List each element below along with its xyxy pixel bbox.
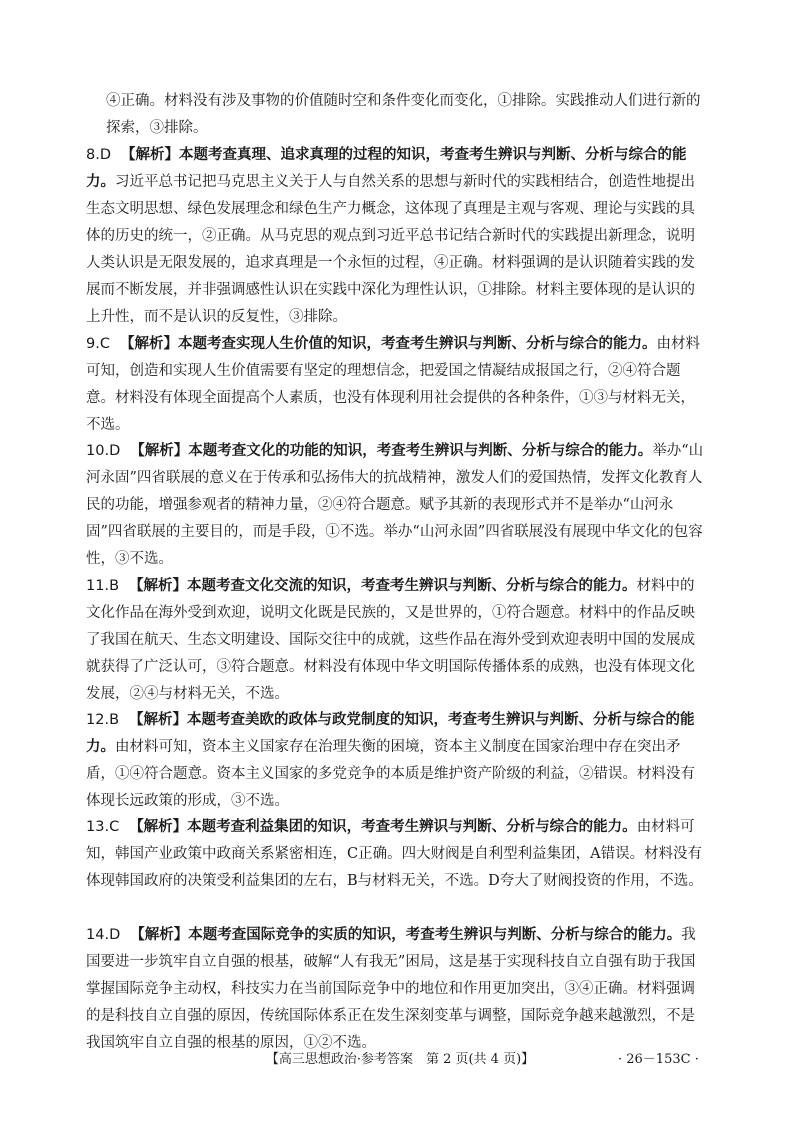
intro-paragraph: ④正确。材料没有涉及事物的价值随时空和条件变化而变化，①排除。实践推动人们进行新的探索，③排除。 <box>106 93 701 136</box>
page-footer-code: · 26－153C · <box>618 1052 699 1067</box>
question-lead: 【解析】本题考查美欧的政体与政党制度的知识，考查考生辨识与判断、分析与综合的能力。 <box>86 712 695 755</box>
question-10 <box>86 438 706 573</box>
question-8 <box>86 142 706 331</box>
question-lead: 【解析】本题考查文化的功能的知识，考查考生辨识与判断、分析与综合的能力。 <box>130 443 653 459</box>
question-number: 8. <box>86 147 100 163</box>
question-answer: C <box>109 819 120 835</box>
question-lead: 【解析】本题考查真理、追求真理的过程的知识，考查考生辨识与判断、分析与综合的能力。 <box>86 147 687 190</box>
question-answer: C <box>99 336 110 352</box>
question-11 <box>86 573 706 708</box>
question-lead: 【解析】本题考查国际竞争的实质的知识，考查考生辨识与判断、分析与综合的能力。 <box>130 927 682 943</box>
question-body: 材料中的文化作品在海外受到欢迎，说明文化既是民族的，又是世界的，①符合题意。材料中的作品反映了我国在航天、生态文明建设、国际交往中的成就，这些作品在海外受到欢迎表明中国的发展成就获得了广泛认可，③符合题意。材料没有体现中华文明国际传播体系的成熟，也没有体现文化发展，②④与材料无关，不选。 <box>86 578 695 702</box>
question-number: 9. <box>86 336 100 352</box>
question-answer: D <box>99 147 112 163</box>
question-12 <box>86 707 706 815</box>
question-14 <box>86 922 706 1057</box>
question-answer: B <box>109 578 120 594</box>
question-lead: 【解析】本题考查文化交流的知识，考查考生辨识与判断、分析与综合的能力。 <box>129 578 637 594</box>
question-body: 由材料可知，韩国产业政策中政商关系紧密相连，C正确。四大财阀是自利型利益集团，A错误。材料没有体现韩国政府的决策受利益集团的左右，B与材料无关，不选。D夸大了财阀投资的作用，不选。 <box>86 819 703 889</box>
question-number: 12. <box>86 712 110 728</box>
question-13 <box>86 814 706 895</box>
question-number: 10. <box>86 443 110 459</box>
question-number: 11. <box>86 578 110 594</box>
question-number: 14. <box>86 927 110 943</box>
question-body: 举办“山河永固”四省联展的意义在于传承和弘扬伟大的抗战精神，激发人们的爱国热情，发挥文化教育人民的功能，增强参观者的精神力量，②④符合题意。赋予其新的表现形式并不是举办“山河永固”四省联展的主要目的，而是手段，①不选。举办“山河永固”四省联展没有展现中华文化的包容性，③不选。 <box>86 443 704 567</box>
question-9 <box>86 331 706 439</box>
question-body: 由材料可知，创造和实现人生价值需要有坚定的理想信念，把爱国之情凝结成报国之行，②④符合题意。材料没有体现全面提高个人素质，也没有体现利用社会提供的各种条件，①③与材料无关，不选。 <box>86 336 700 433</box>
question-body: 由材料可知，资本主义国家存在治理失衡的困境，资本主义制度在国家治理中存在突出矛盾，①④符合题意。资本主义国家的多党竞争的本质是维护资产阶级的利益，②错误。材料没有体现长远政策的形成，③不选。 <box>86 739 695 809</box>
question-body: 习近平总书记把马克思主义关于人与自然关系的思想与新时代的实践相结合，创造性地提出生态文明思想、绿色发展理念和绿色生产力概念，这体现了真理是主观与客观、理论与实践的具体的历史的统一，②正确。从马克思的观点到习近平总书记结合新时代的实践提出新理念，说明人类认识是无限发展的，追求真理是一个永恒的过程，④正确。材料强调的是认识随着实践的发展而不断发展，并非强调感性认识在实践中深化为理性认识，①排除。材料主要体现的是认识的上升性，而不是认识的反复性，③排除。 <box>86 174 695 325</box>
question-body: 我国要进一步筑牢自立自强的根基，破解“人有我无”困局，这是基于实现科技自立自强有助于我国掌握国际竞争主动权，科技实力在当前国际竞争中的地位和作用更加突出，③④正确。材料强调的是科技自立自强的原因，传统国际体系正在发生深刻变革与调整，国际竞争越来越激烈，不是我国筑牢自立自强的根基的原因，①②不选。 <box>86 927 696 1051</box>
question-lead: 【解析】本题考查实现人生价值的知识，考查考生辨识与判断、分析与综合的能力。 <box>119 336 657 352</box>
question-answer: B <box>109 712 120 728</box>
page-footer-title: 【高三思想政治·参考答案 第 2 页(共 4 页)】 <box>265 1052 535 1067</box>
question-number: 13. <box>86 819 110 835</box>
question-answer: D <box>109 443 121 459</box>
question-lead: 【解析】本题考查利益集团的知识，考查考生辨识与判断、分析与综合的能力。 <box>129 819 637 835</box>
question-answer: D <box>109 927 121 943</box>
